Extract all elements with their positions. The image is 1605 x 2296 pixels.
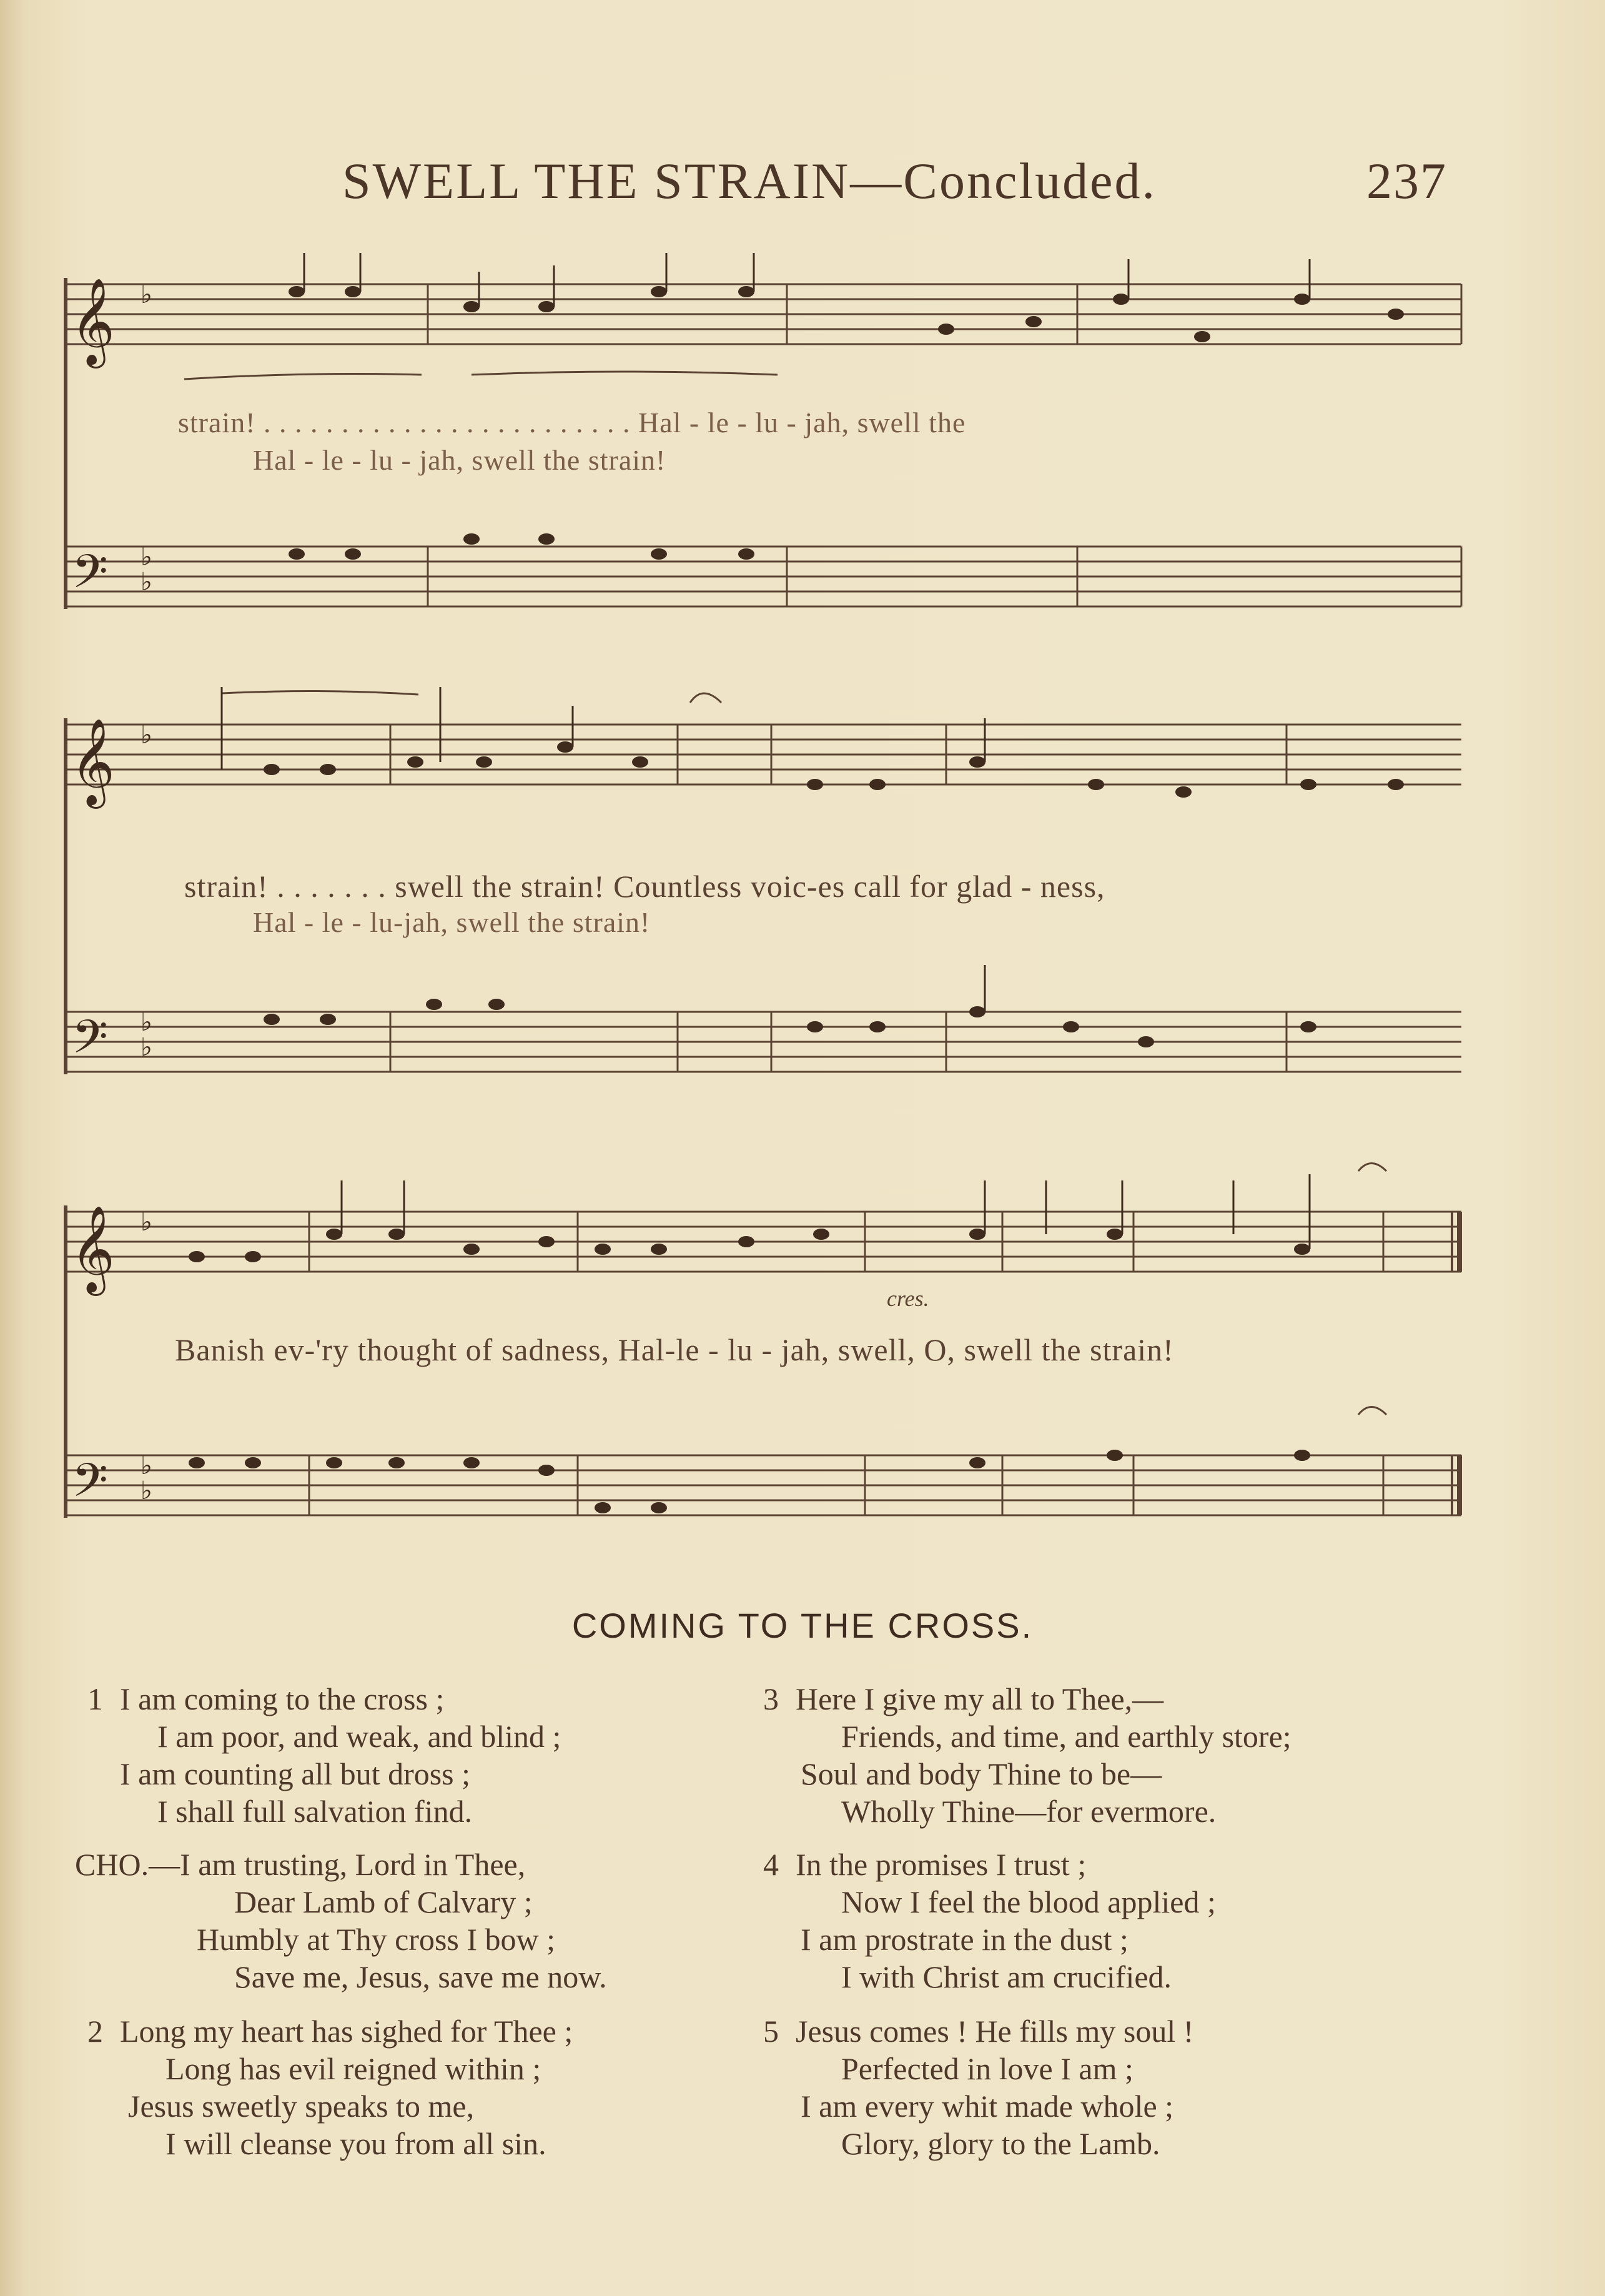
stanza-line: Perfected in love I am ; bbox=[841, 2051, 1133, 2086]
lyric-line-upper: Banish ev-'ry thought of sadness, Hal-le - lu - jah, swell, O, swell the strain! bbox=[175, 1332, 1174, 1367]
stanza-line: Jesus comes ! He fills my soul ! bbox=[796, 2014, 1194, 2049]
stanza-line: I will cleanse you from all sin. bbox=[165, 2126, 546, 2161]
hymn-title: COMING TO THE CROSS. bbox=[571, 1606, 1034, 1645]
stanza-number: 5 bbox=[763, 2014, 779, 2049]
stanza-4 bbox=[763, 1846, 1216, 1996]
song-title: SWELL THE STRAIN—Concluded. bbox=[342, 152, 1157, 209]
svg-text:𝄞: 𝄞 bbox=[71, 278, 115, 365]
music-staff-system-1 bbox=[59, 247, 1464, 634]
lyric-line-upper: strain! . . . . . . . . . . . . . . . . . . . . . . . . Hal - le - lu - jah, swell the bbox=[178, 407, 966, 438]
music-system-3 bbox=[59, 1143, 1464, 1568]
stanza-line: Friends, and time, and earthly store; bbox=[841, 1719, 1291, 1754]
svg-text:♭: ♭ bbox=[141, 1477, 152, 1505]
stanza-line: Dear Lamb of Calvary ; bbox=[234, 1884, 533, 1919]
svg-text:𝄞: 𝄞 bbox=[71, 718, 115, 805]
lyric-line-lower: Hal - le - lu-jah, swell the strain! bbox=[253, 906, 651, 938]
svg-text:𝄢: 𝄢 bbox=[72, 1453, 108, 1519]
stanza-line: I am prostrate in the dust ; bbox=[801, 1922, 1128, 1957]
stanza-5 bbox=[763, 2012, 1193, 2162]
stanza-3 bbox=[763, 1680, 1291, 1830]
lyric-line-lower: Hal - le - lu - jah, swell the strain! bbox=[253, 444, 666, 476]
stanza-line: I shall full salvation find. bbox=[157, 1794, 473, 1829]
stanza-line: Soul and body Thine to be— bbox=[801, 1756, 1162, 1791]
page-number: 237 bbox=[1366, 152, 1447, 209]
svg-text:♭: ♭ bbox=[141, 568, 152, 596]
svg-text:♭: ♭ bbox=[141, 721, 152, 750]
page-header bbox=[0, 141, 1605, 215]
stanza-number: 4 bbox=[763, 1847, 779, 1882]
stanza-line: I with Christ am crucified. bbox=[841, 1959, 1172, 1994]
svg-text:♭: ♭ bbox=[141, 543, 152, 572]
chorus-label: CHO.— bbox=[75, 1847, 180, 1882]
svg-text:♭: ♭ bbox=[141, 1452, 152, 1480]
stanza-line: I am coming to the cross ; bbox=[120, 1681, 445, 1716]
lyric-line-upper: strain! . . . . . . . swell the strain! Countless voic-es call for glad - ness, bbox=[184, 869, 1105, 904]
music-system-1 bbox=[59, 247, 1464, 634]
stanza-number: 1 bbox=[87, 1681, 103, 1716]
stanza-line: Humbly at Thy cross I bow ; bbox=[197, 1922, 556, 1957]
svg-text:♭: ♭ bbox=[141, 1033, 152, 1062]
music-system-2 bbox=[59, 681, 1464, 1106]
svg-text:♭: ♭ bbox=[141, 1208, 152, 1237]
stanza-line: Jesus sweetly speaks to me, bbox=[128, 2089, 475, 2124]
stanza-line: I am counting all but dross ; bbox=[120, 1756, 471, 1791]
stanza-line: Long has evil reigned within ; bbox=[165, 2051, 541, 2086]
svg-text:𝄢: 𝄢 bbox=[72, 1010, 108, 1076]
stanza-2 bbox=[87, 2012, 573, 2162]
stanza-line: Here I give my all to Thee,— bbox=[796, 1681, 1164, 1716]
stanza-line: Long my heart has sighed for Thee ; bbox=[120, 2014, 573, 2049]
stanza-number: 3 bbox=[763, 1681, 779, 1716]
dynamic-marking: cres. bbox=[887, 1286, 929, 1311]
svg-text:♭: ♭ bbox=[141, 280, 152, 309]
svg-text:𝄞: 𝄞 bbox=[71, 1205, 115, 1292]
stanza-line: In the promises I trust ; bbox=[796, 1847, 1087, 1882]
stanza-number: 2 bbox=[87, 2014, 103, 2049]
stanza-line: Glory, glory to the Lamb. bbox=[841, 2126, 1160, 2161]
svg-text:𝄢: 𝄢 bbox=[72, 545, 108, 610]
stanza-line: Now I feel the blood applied ; bbox=[841, 1884, 1216, 1919]
stanza-line: I am trusting, Lord in Thee, bbox=[180, 1847, 526, 1882]
chorus bbox=[75, 1846, 607, 1996]
stanza-1 bbox=[87, 1680, 561, 1830]
svg-text:♭: ♭ bbox=[141, 1008, 152, 1037]
stanza-line: Wholly Thine—for evermore. bbox=[841, 1794, 1217, 1829]
stanza-line: I am every whit made whole ; bbox=[801, 2089, 1174, 2124]
stanza-line: I am poor, and weak, and blind ; bbox=[157, 1719, 561, 1754]
stanza-line: Save me, Jesus, save me now. bbox=[234, 1959, 607, 1994]
